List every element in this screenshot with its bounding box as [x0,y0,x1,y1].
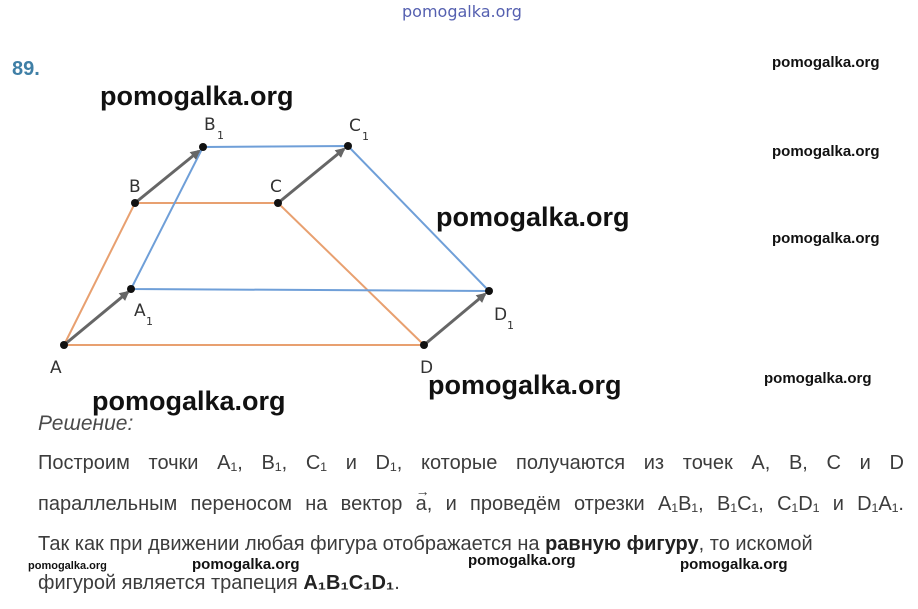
trapezoid-abcd [64,203,424,345]
label-b: B [129,177,141,197]
watermark-mid: pomogalka.org [772,54,880,71]
solution-line-3-start: Так как при движении любая фигура отображается на [38,533,546,555]
point-b [131,199,139,207]
vector-a-symbol: → a [415,483,430,515]
watermark-big: pomogalka.org [428,370,622,400]
point-d [420,341,428,349]
watermark-big: pomogalka.org [436,202,630,232]
watermark-top: pomogalka.org [402,2,522,21]
solution-title: Решение: [38,412,134,435]
solution-line-2 [38,483,904,516]
label-c1-sub: 1 [362,130,369,143]
label-b1: B [204,115,216,135]
point-b1 [199,143,207,151]
label-d1-sub: 1 [507,319,514,332]
point-d1 [485,287,493,295]
watermark-mid: pomogalka.org [192,556,300,573]
label-a: A [50,358,62,378]
watermark-mid: pomogalka.org [772,230,880,247]
watermark-big: pomogalka.org [92,386,286,416]
solution-line-2-end: , и проведём отрезки A₁B₁, B₁C₁, C₁D₁ и D₁A₁. [426,493,904,515]
vector-c-c1 [278,149,344,203]
point-c [274,199,282,207]
label-b1-sub: 1 [217,129,224,142]
watermark-mid: pomogalka.org [468,552,576,569]
label-c1: C [349,116,361,136]
watermark-small: pomogalka.org [28,560,107,572]
vector-b-b1 [135,151,199,203]
trapezoid-name-bold: A₁B₁C₁D₁ [303,572,395,594]
label-c: C [270,177,282,197]
point-a1 [127,285,135,293]
point-c1 [344,142,352,150]
equal-figure-bold: равную фигуру [545,533,699,555]
problem-number: 89. [12,58,40,80]
label-a1-sub: 1 [146,315,153,328]
label-d1: D [494,305,508,325]
solution-line-4-end: . [394,572,400,594]
watermark-mid: pomogalka.org [772,143,880,160]
watermark-mid: pomogalka.org [680,556,788,573]
point-a [60,341,68,349]
watermark-mid: pomogalka.org [764,370,872,387]
solution-line-1: Построим точки A₁, B₁, C₁ и D₁, которые получаются из точек A, B, C и D [38,452,904,474]
vector-a-a1 [64,292,128,345]
label-d: D [420,358,434,378]
vector-d-d1 [424,294,485,345]
solution-line-3-end: , то искомой [698,533,813,555]
solution-line-2-start: параллельным переносом на вектор [38,493,416,515]
label-a1: A [134,301,146,321]
solution-line-4-start: фигурой является трапеция [38,572,304,594]
solution-line-3 [38,533,904,556]
watermark-big: pomogalka.org [100,81,294,111]
solution-line-4 [38,572,904,595]
